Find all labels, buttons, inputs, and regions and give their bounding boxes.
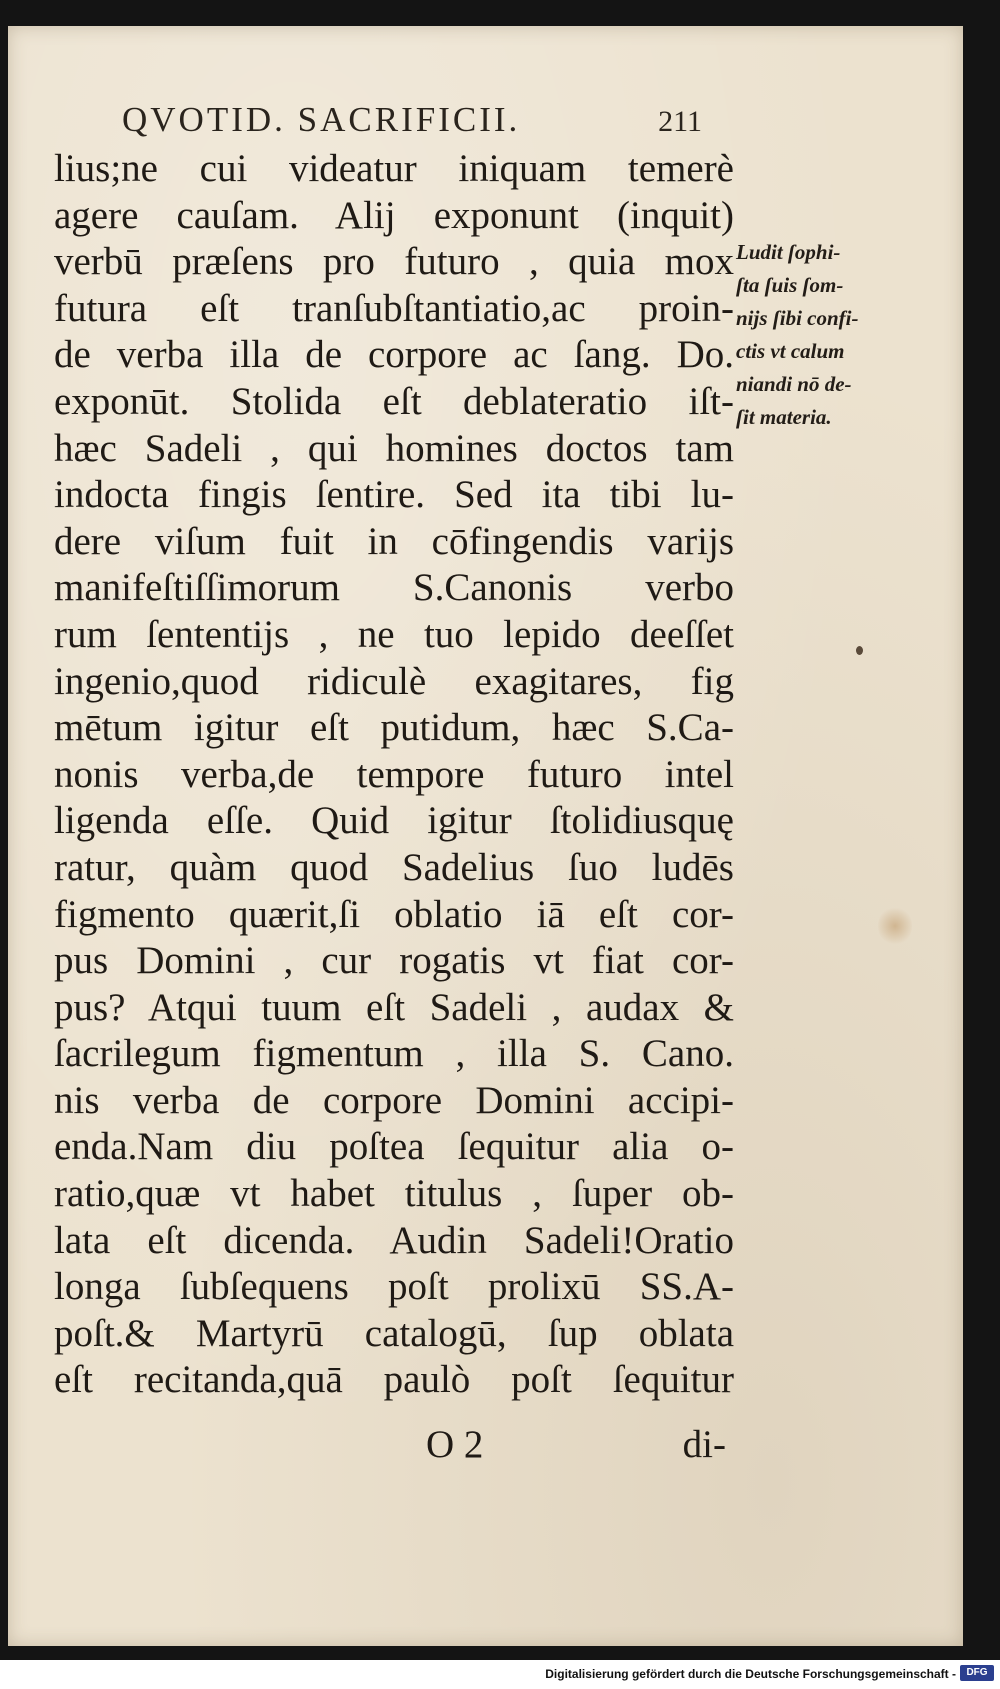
margin-note-line: ctis vt calum	[736, 339, 845, 363]
paper-stain	[878, 906, 912, 946]
text-line: de verba illa de corpore ac ſang. Do.	[54, 333, 734, 377]
text-line: eſt recitanda,quā paulò poſt ſequitur	[54, 1358, 734, 1402]
page-footer	[426, 1422, 726, 1467]
text-line: manifeſtiſſimorum S.Canonis verbo	[54, 566, 734, 610]
text-line: figmento quærit,ſi oblatio iā eſt cor-	[54, 892, 734, 936]
text-line: nonis verba,de tempore futuro intel	[54, 752, 734, 796]
margin-note-line: niandi nō de-	[736, 372, 852, 396]
text-line: pus? Atqui tuum eſt Sadeli , audax &	[54, 985, 734, 1029]
text-line: ratur, quàm quod Sadelius ſuo ludēs	[54, 845, 734, 889]
body-text	[54, 146, 734, 1404]
text-line: ingenio,quod ridiculè exagitares, fig	[54, 659, 734, 703]
text-line: lata eſt dicenda. Audin Sadeli!Oratio	[54, 1218, 734, 1262]
text-line: futura eſt tranſubſtantiatio,ac proin-	[54, 286, 734, 330]
dfg-logo-icon: DFG	[960, 1665, 994, 1681]
text-line: indocta fingis ſentire. Sed ita tibi lu-	[54, 473, 734, 517]
margin-note-line: nijs ſibi confi-	[736, 306, 859, 330]
signature-mark: O 2	[426, 1423, 484, 1466]
page-number: 211	[658, 105, 702, 138]
running-head-title: QVOTID. SACRIFICII.	[122, 100, 521, 139]
margin-note-line: ſit materia.	[736, 405, 832, 429]
running-head	[122, 100, 722, 140]
credit-text: Digitalisierung gefördert durch die Deutsche Forschungsgemeinschaft -	[545, 1667, 956, 1681]
text-line: poſt.& Martyrū catalogū, ſup oblata	[54, 1311, 734, 1355]
text-line: ligenda eſſe. Quid igitur ſtolidiusquę	[54, 799, 734, 843]
margin-note	[736, 236, 886, 434]
text-line: exponūt. Stolida eſt deblateratio iſt-	[54, 379, 734, 423]
text-line: verbū præſens pro futuro , quia mox	[54, 240, 734, 284]
text-line: mētum igitur eſt putidum, hæc S.Ca-	[54, 706, 734, 750]
text-line: rum ſententijs , ne tuo lepido deeſſet	[54, 612, 734, 656]
text-line: ſacrilegum figmentum , illa S. Cano.	[54, 1032, 734, 1076]
text-line: longa ſubſequens poſt prolixū SS.A-	[54, 1265, 734, 1309]
margin-note-line: ſta ſuis ſom-	[736, 273, 844, 297]
text-line: ratio,quæ vt habet titulus , ſuper ob-	[54, 1172, 734, 1216]
catchword: di-	[682, 1423, 726, 1466]
text-line: pus Domini , cur rogatis vt fiat cor-	[54, 939, 734, 983]
text-line: dere viſum fuit in cōfingendis varijs	[54, 519, 734, 563]
text-line: agere cauſam. Alij exponunt (inquit)	[54, 193, 734, 237]
text-line: nis verba de corpore Domini accipi-	[54, 1078, 734, 1122]
ink-spot	[856, 646, 863, 655]
text-line: enda.Nam diu poſtea ſequitur alia o-	[54, 1125, 734, 1169]
text-line: hæc Sadeli , qui homines doctos tam	[54, 426, 734, 470]
digitization-credit-bar	[0, 1660, 1000, 1689]
text-line: lius;ne cui videatur iniquam temerè	[54, 147, 734, 190]
margin-note-line: Ludit ſophi-	[736, 240, 841, 264]
